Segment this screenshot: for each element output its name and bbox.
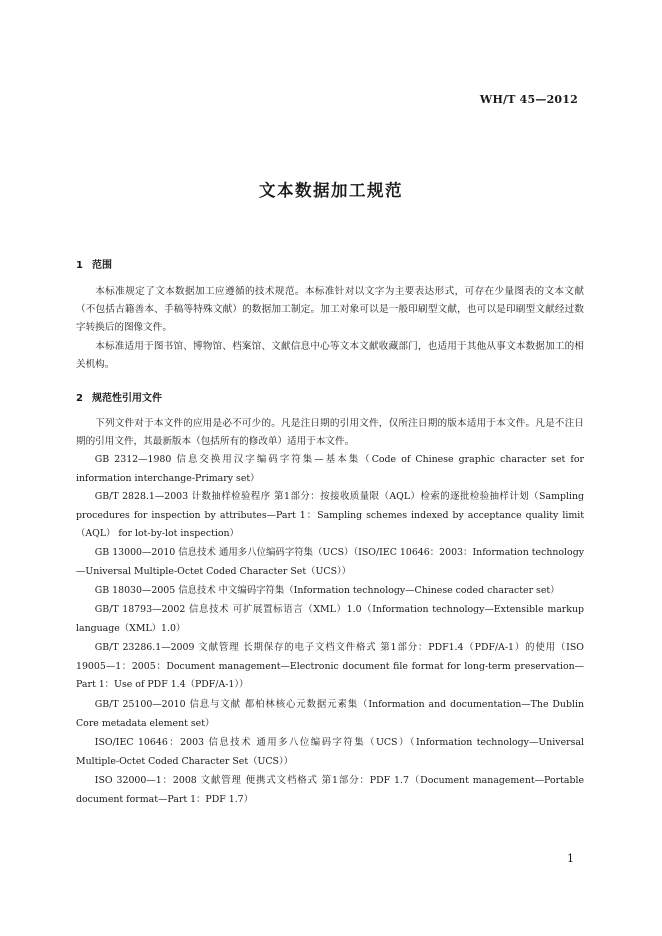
section-number: 2 [76, 393, 83, 404]
reference-item: ISO/IEC 10646：2003 信息技术 通用多八位编码字符集（UCS）（Information technology—Universal Multiple-Octet Coded Character Set（UCS）） [76, 737, 584, 767]
reference-item: ISO 32000—1：2008 文献管理 便携式文档格式 第1部分：PDF 1.7（Document management—Portable document format—Part 1：PDF 1.7） [76, 775, 584, 805]
reference-item: GB/T 25100—2010 信息与文献 都柏林核心元数据元素集（Information and documentation—The Dublin Core metadata element set） [76, 699, 584, 729]
reference-item: GB/T 18793—2002 信息技术 可扩展置标语言（XML）1.0（Information technology—Extensible markup language（XML）1.0） [76, 604, 584, 634]
section-heading-scope [76, 256, 112, 271]
reference-item: GB 13000—2010 信息技术 通用多八位编码字符集（UCS）（ISO/IEC 10646：2003：Information technology—Universal Multiple-Octet Coded Character Set（UCS）） [76, 547, 584, 577]
reference-item: GB/T 23286.1—2009 文献管理 长期保存的电子文档文件格式 第1部分：PDF1.4（PDF/A-1）的使用（ISO 19005—1：2005：Document management—Electronic document file format for long-term preservation—Part 1：Use of PDF 1.4（PDF/A-1）） [76, 642, 584, 690]
section-title: 范围 [92, 260, 112, 271]
reference-item: GB/T 2828.1—2003 计数抽样检验程序 第1部分：按接收质量限（AQL）检索的逐批检验抽样计划（Sampling procedures for inspection by attributes—Part 1：Sampling schemes indexed by acceptance quality limit（AQL） for lot-by-lot inspection） [76, 491, 584, 539]
page-number: 1 [567, 852, 574, 865]
section-number: 1 [76, 260, 83, 271]
section-heading-normative-references [76, 389, 162, 404]
section-title: 规范性引用文件 [92, 393, 162, 404]
standard-code: WH/T 45—2012 [479, 93, 578, 106]
references-intro-paragraph: 下列文件对于本文件的应用是必不可少的。凡是注日期的引用文件，仅所注日期的版本适用于本文件。凡是不注日期的引用文件，其最新版本（包括所有的修改单）适用于本文件。 [76, 418, 584, 447]
scope-paragraph-1: 本标准规定了文本数据加工应遵循的技术规范。本标准针对以文字为主要表达形式，可存在少量图表的文本文献（不包括古籍善本、手稿等特殊文献）的数据加工制定。加工对象可以是一般印刷型文献，也可以是印刷型文献经过数字转换后的图像文件。 [76, 286, 584, 333]
reference-item: GB 18030—2005 信息技术 中文编码字符集（Information technology—Chinese coded character set） [94, 585, 560, 596]
document-title: 文本数据加工规范 [259, 181, 403, 200]
scope-paragraph-2: 本标准适用于图书馆、博物馆、档案馆、文献信息中心等文本文献收藏部门，也适用于其他从事文本数据加工的相关机构。 [76, 341, 584, 370]
reference-item: GB 2312—1980 信息交换用汉字编码字符集—基本集（Code of Chinese graphic character set for information interchange-Primary set） [76, 454, 584, 484]
